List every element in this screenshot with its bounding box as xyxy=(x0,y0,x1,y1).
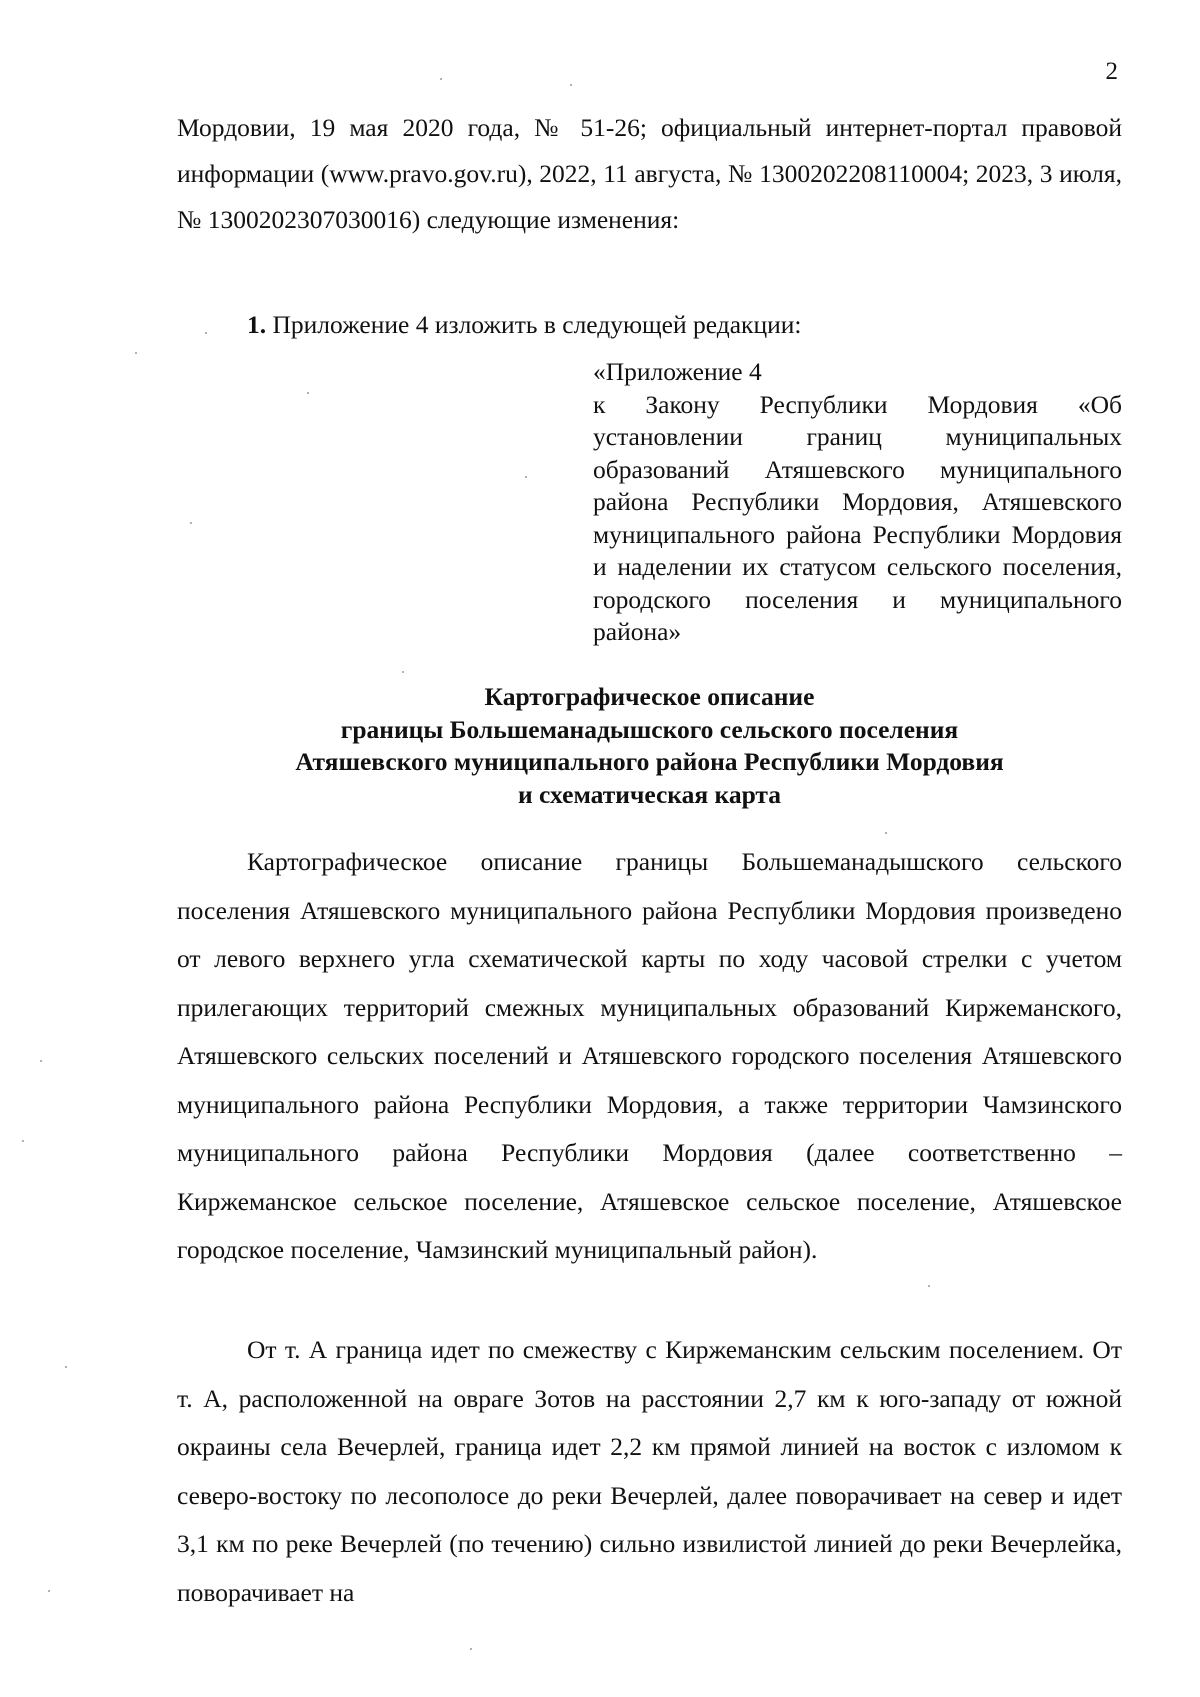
body-paragraph-1: Картографическое описание границы Большеманадышского сельского поселения Атяшевского муниципального района Республики Мордовия произведено от левого верхнего угла схематической карты по ходу часовой стрелки с учетом прилегающих территорий смежных муниципальных образований Киржеманского, Атяшевского сельских поселений и Атяшевского городского поселения Атяшевского муниципального района Республики Мордовия, а также территории Чамзинского муниципального района Республики Мордовия (далее соответственно – Киржеманское сельское поселение, Атяшевское сельское поселение, Атяшевское городское поселение, Чамзинский муниципальный район). xyxy=(177,847,1122,1264)
appendix-title: «Приложение 4 xyxy=(593,357,762,386)
item-1-number: 1. xyxy=(247,310,267,339)
section-heading xyxy=(177,681,1122,811)
heading-line-4: и схематическая карта xyxy=(517,779,782,809)
scan-speck xyxy=(205,332,207,334)
scan-speck xyxy=(885,832,887,834)
scan-speck xyxy=(470,1648,472,1650)
scan-speck xyxy=(570,84,572,86)
scan-speck xyxy=(190,522,192,524)
scan-speck xyxy=(135,352,137,354)
appendix-block xyxy=(593,356,1122,649)
heading-line-2: границы Большеманадышского сельского поселения xyxy=(340,714,959,744)
scan-speck xyxy=(525,476,527,478)
scan-speck xyxy=(40,1060,42,1062)
scan-speck xyxy=(48,1590,50,1592)
intro-paragraph: Мордовии, 19 мая 2020 года, № 51-26; официальный интернет-портал правовой информации (www.pravo.gov.ru), 2022, 11 августа, № 1300202208110004; 2023, 3 июля, № 1300202307030016) следующие изменения: xyxy=(177,113,1122,234)
page-number: 2 xyxy=(1105,58,1118,85)
heading-line-3: Атяшевского муниципального района Республики Мордовия xyxy=(295,747,1004,776)
scan-speck xyxy=(307,392,309,394)
heading-line-1: Картографическое описание xyxy=(484,682,815,711)
scan-speck xyxy=(22,1140,24,1142)
scan-speck xyxy=(65,1366,67,1368)
item-1-paragraph xyxy=(177,302,1122,348)
body-paragraph-2: От т. А граница идет по смежеству с Киржеманским сельским поселением. От т. А, расположенной на овраге Зотов на расстоянии 2,7 км к юго-западу от южной окраины села Вечерлей, граница идет 2,2 км прямой линией на восток с изломом к северо-востоку по лесополосе до реки Вечерлей, далее поворачивает на север и идет 3,1 км по реке Вечерлей (по течению) сильно извилистой линией до реки Вечерлейка, поворачивает на xyxy=(177,1335,1122,1607)
appendix-text: к Закону Республики Мордовия «Об установлении границ муниципальных образований Атяшевского муниципального района Республики Мордовия, Атяшевского муниципального района Республики Мордовия и наделении их статусом сельского поселения, городского поселения и муниципального района» xyxy=(593,389,1122,646)
scan-speck xyxy=(928,1285,930,1287)
scan-speck xyxy=(402,671,404,673)
item-1-text: Приложение 4 изложить в следующей редакции: xyxy=(272,310,802,339)
scan-speck xyxy=(440,78,442,80)
